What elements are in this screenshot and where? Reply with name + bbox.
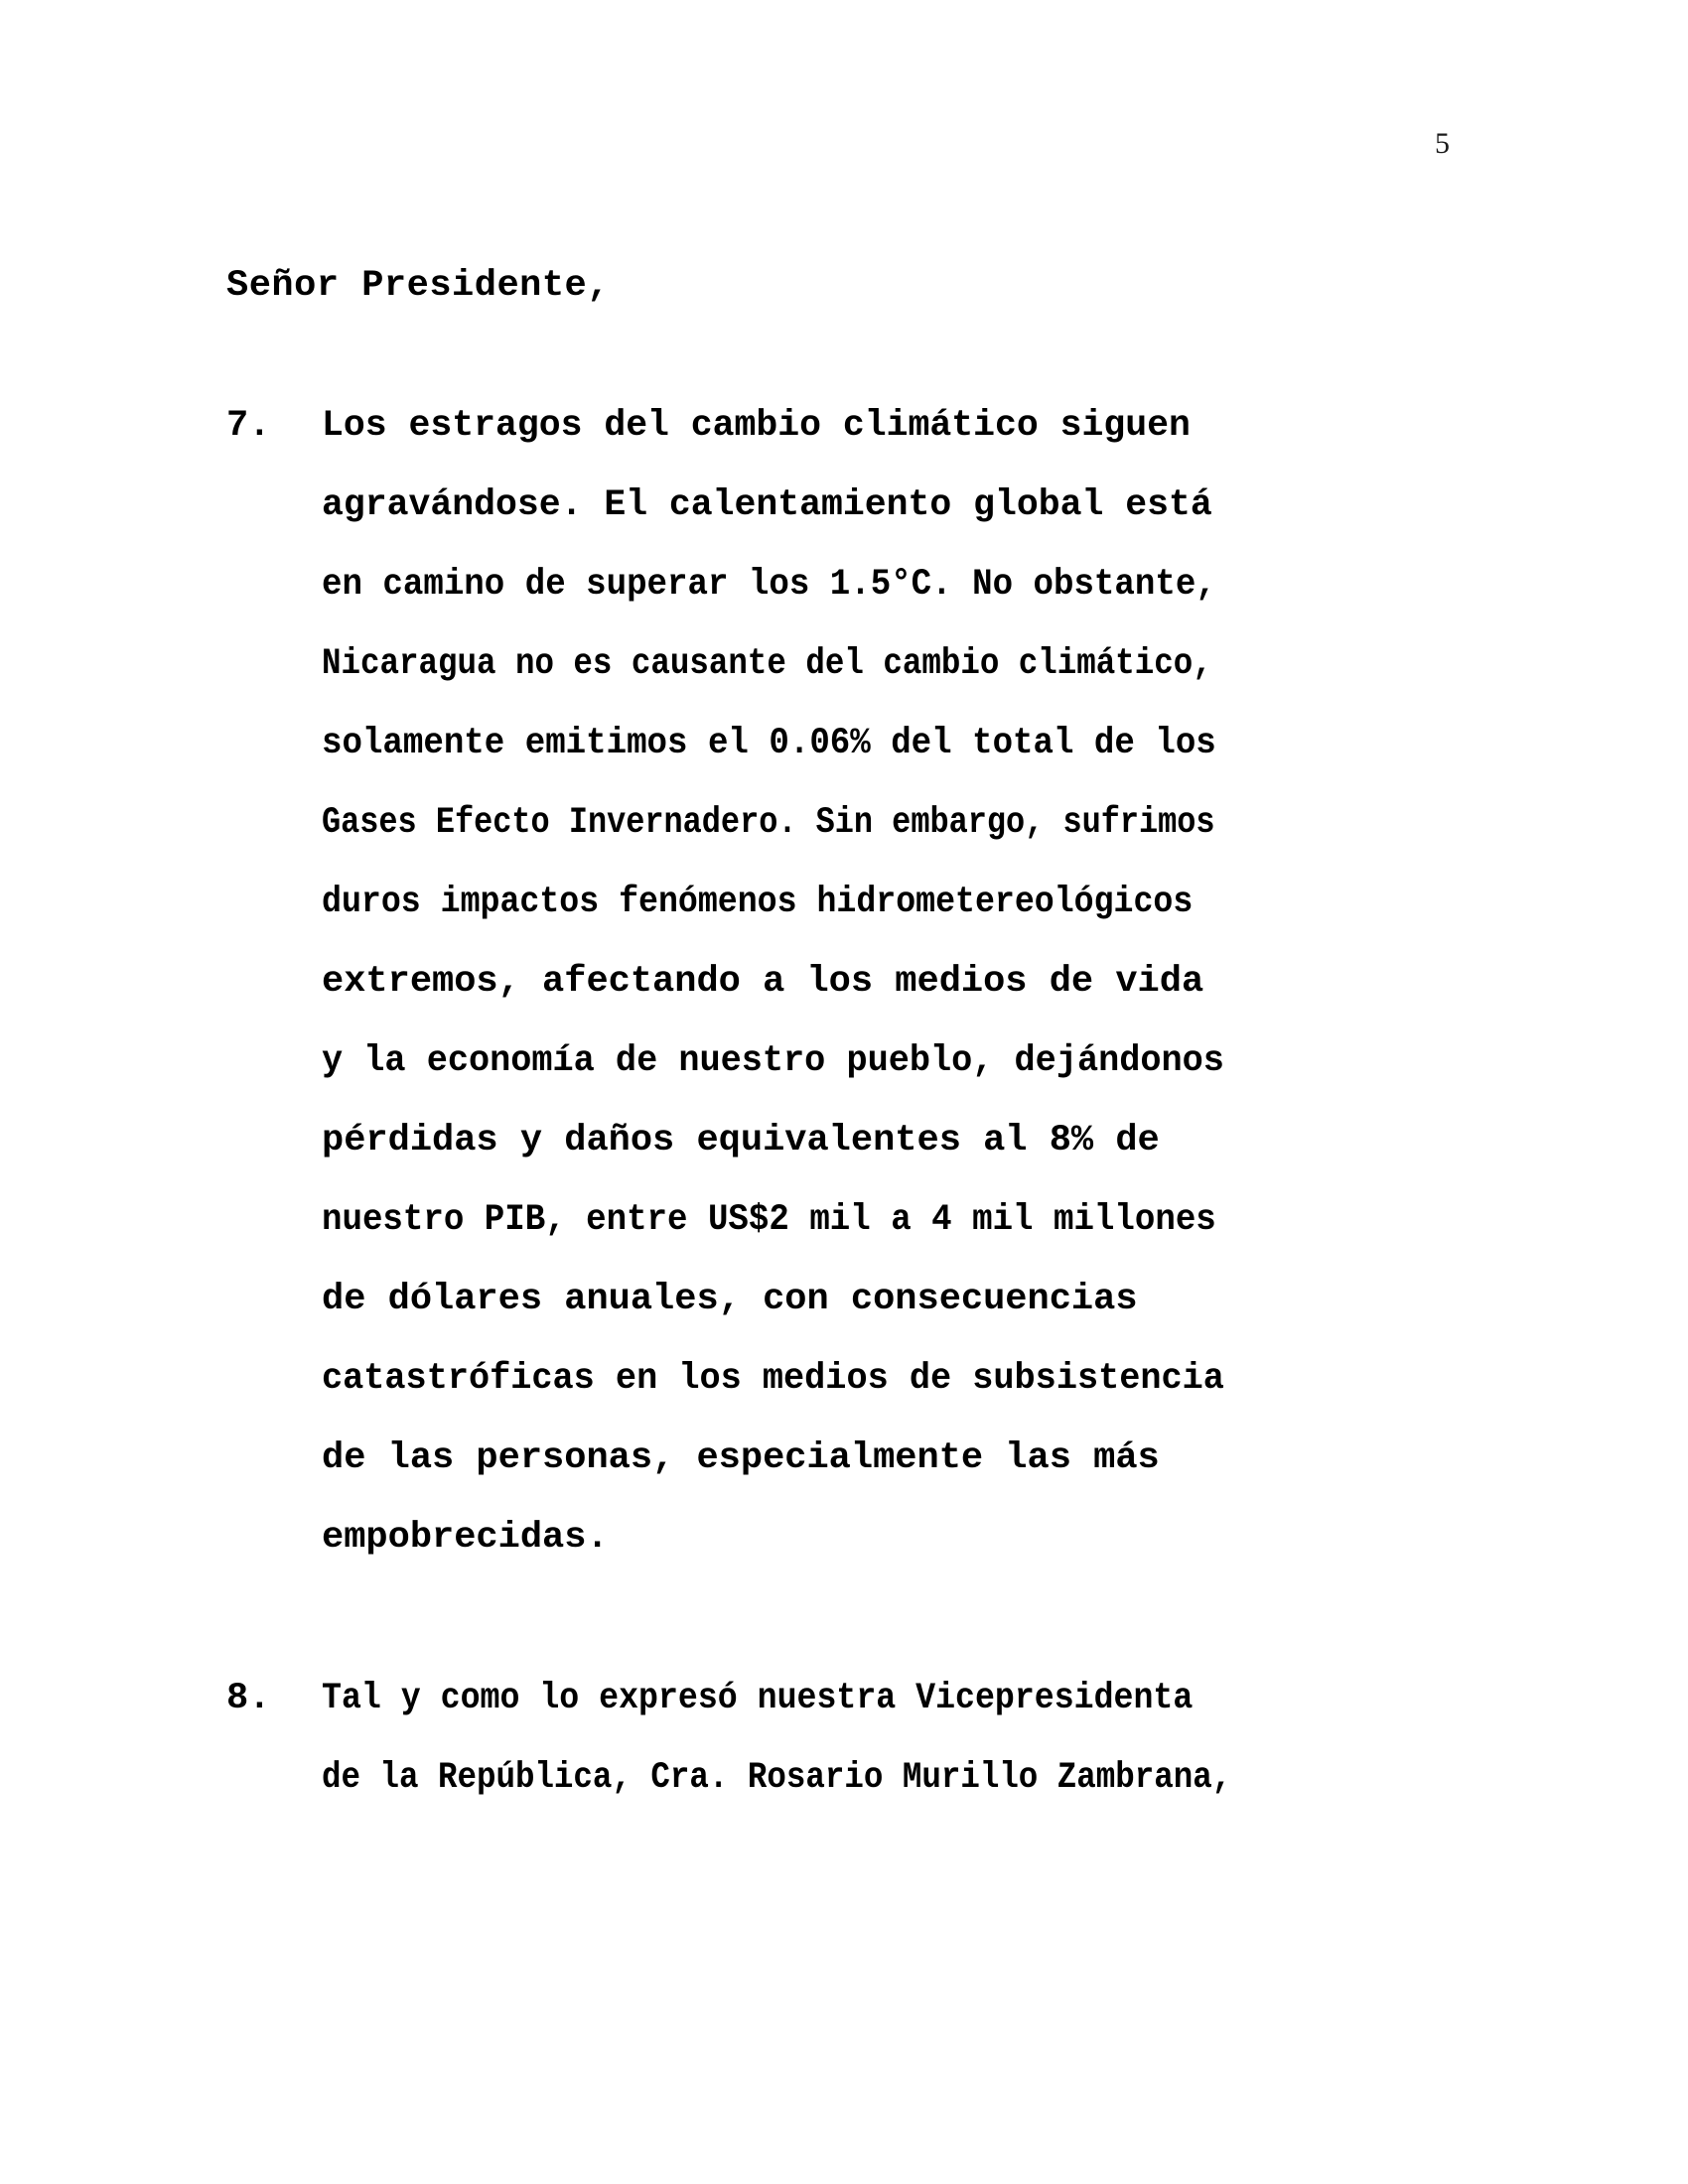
text-line: nuestro PIB, entre US$2 mil a 4 mil millones — [322, 1199, 1216, 1241]
text-line: catastróficas en los medios de subsistencia — [322, 1358, 1224, 1400]
text-line: solamente emitimos el 0.06% del total de los — [322, 723, 1216, 764]
text-line: de las personas, especialmente las más — [322, 1437, 1160, 1479]
paragraph-body-8 — [322, 1659, 1440, 1818]
text-line: Tal y como lo expresó nuestra Vicepresidenta — [322, 1678, 1194, 1719]
text-line: pérdidas y daños equivalentes al 8% de — [322, 1120, 1160, 1161]
text-line: extremos, afectando a los medios de vida — [322, 961, 1204, 1003]
text-line: agravándose. El calentamiento global está — [322, 484, 1212, 526]
text-line: empobrecidas. — [322, 1517, 609, 1559]
paragraph-body-7 — [322, 386, 1440, 1577]
paragraph-number-7: 7. — [226, 405, 271, 447]
paragraph-number-8: 8. — [226, 1678, 271, 1719]
numbered-paragraph-8 — [226, 1659, 1440, 1818]
text-line: duros impactos fenómenos hidrometereológicos — [322, 882, 1194, 923]
salutation: Señor Presidente, — [226, 265, 610, 307]
text-line: de la República, Cra. Rosario Murillo Zambrana, — [322, 1757, 1232, 1799]
text-line: Gases Efecto Invernadero. Sin embargo, sufrimos — [322, 802, 1215, 844]
page-number: 5 — [1435, 127, 1450, 160]
text-line: de dólares anuales, con consecuencias — [322, 1279, 1138, 1320]
numbered-paragraph-7 — [226, 386, 1440, 1577]
text-line: Los estragos del cambio climático siguen — [322, 405, 1191, 447]
text-line: Nicaragua no es causante del cambio climático, — [322, 643, 1212, 685]
text-line: y la economía de nuestro pueblo, dejándonos — [322, 1040, 1224, 1082]
text-line: en camino de superar los 1.5°C. No obstante, — [322, 564, 1216, 606]
document-body — [226, 265, 1440, 1818]
